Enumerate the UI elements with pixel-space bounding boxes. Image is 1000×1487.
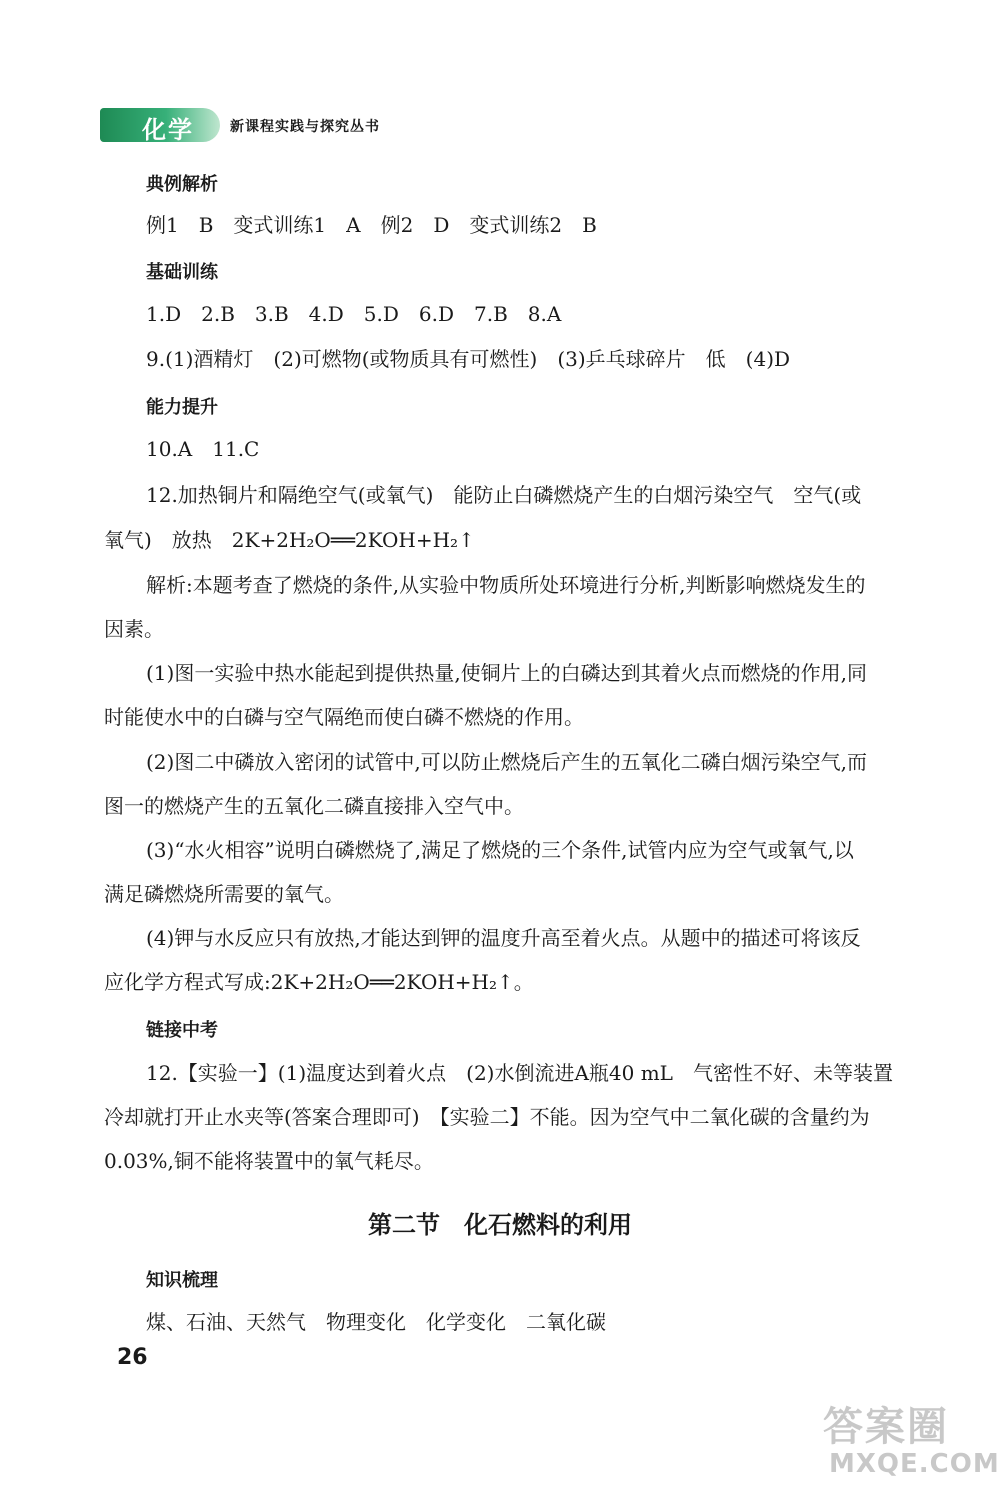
exam-answers-line-1: 12.【实验一】(1)温度达到着火点 (2)水倒流进A瓶40 mL 气密性不好、未等装置 bbox=[146, 1061, 893, 1085]
watermark-url: MXQE.COM bbox=[829, 1449, 1000, 1479]
ability-heading: 能力提升 bbox=[146, 397, 218, 418]
analysis-line-1: 解析:本题考查了燃烧的条件,从实验中物质所处环境进行分析,判断影响燃烧发生的 bbox=[146, 573, 866, 597]
analysis-point-3-line-1: (3)“水火相容”说明白磷燃烧了,满足了燃烧的三个条件,试管内应为空气或氧气,以 bbox=[146, 838, 854, 862]
analysis-point-2-line-2: 图一的燃烧产生的五氧化二磷直接排入空气中。 bbox=[104, 794, 524, 818]
section-title: 第二节 化石燃料的利用 bbox=[368, 1211, 632, 1239]
examples-heading: 典例解析 bbox=[146, 174, 218, 195]
basic-answers-line-1: 1.D 2.B 3.B 4.D 5.D 6.D 7.B 8.A bbox=[146, 302, 562, 326]
exam-answers-line-2: 冷却就打开止水夹等(答案合理即可) 【实验二】不能。因为空气中二氧化碳的含量约为 bbox=[104, 1105, 870, 1129]
analysis-point-4-line-1: (4)钾与水反应只有放热,才能达到钾的温度升高至着火点。从题中的描述可将该反 bbox=[146, 926, 861, 950]
watermark bbox=[815, 1395, 1000, 1485]
analysis-point-2-line-1: (2)图二中磷放入密闭的试管中,可以防止燃烧后产生的五氧化二磷白烟污染空气,而 bbox=[146, 750, 868, 774]
analysis-point-3-line-2: 满足磷燃烧所需要的氧气。 bbox=[104, 882, 344, 906]
ability-answers-line-3: 氧气) 放热 2K+2H₂O══2KOH+H₂↑ bbox=[104, 528, 475, 552]
exam-answers-line-3: 0.03%,铜不能将装置中的氧气耗尽。 bbox=[104, 1149, 434, 1173]
ability-answers-line-2: 12.加热铜片和隔绝空气(或氧气) 能防止白磷燃烧产生的白烟污染空气 空气(或 bbox=[146, 483, 862, 507]
knowledge-heading: 知识梳理 bbox=[146, 1270, 218, 1291]
ability-answers-line-1: 10.A 11.C bbox=[146, 437, 260, 461]
analysis-point-1-line-2: 时能使水中的白磷与空气隔绝而使白磷不燃烧的作用。 bbox=[104, 705, 584, 729]
watermark-text: 答案圈 bbox=[823, 1404, 949, 1450]
knowledge-answers-line-1: 煤、石油、天然气 物理变化 化学变化 二氧化碳 bbox=[146, 1310, 606, 1334]
examples-answers: 例1 B 变式训练1 A 例2 D 变式训练2 B bbox=[146, 213, 597, 237]
series-title: 新课程实践与探究丛书 bbox=[230, 119, 380, 135]
page-header bbox=[100, 104, 400, 144]
page-number: 26 bbox=[117, 1345, 148, 1370]
basic-training-heading: 基础训练 bbox=[146, 262, 218, 283]
analysis-point-1-line-1: (1)图一实验中热水能起到提供热量,使铜片上的白磷达到其着火点而燃烧的作用,同 bbox=[146, 661, 868, 685]
analysis-line-2: 因素。 bbox=[104, 617, 164, 641]
exam-link-heading: 链接中考 bbox=[146, 1020, 218, 1041]
analysis-point-4-line-2: 应化学方程式写成:2K+2H₂O══2KOH+H₂↑。 bbox=[104, 970, 534, 994]
basic-answers-line-2: 9.(1)酒精灯 (2)可燃物(或物质具有可燃性) (3)乒乓球碎片 低 (4)D bbox=[146, 347, 791, 371]
subject-label: 化学 bbox=[142, 116, 194, 144]
subject-badge bbox=[100, 108, 220, 142]
